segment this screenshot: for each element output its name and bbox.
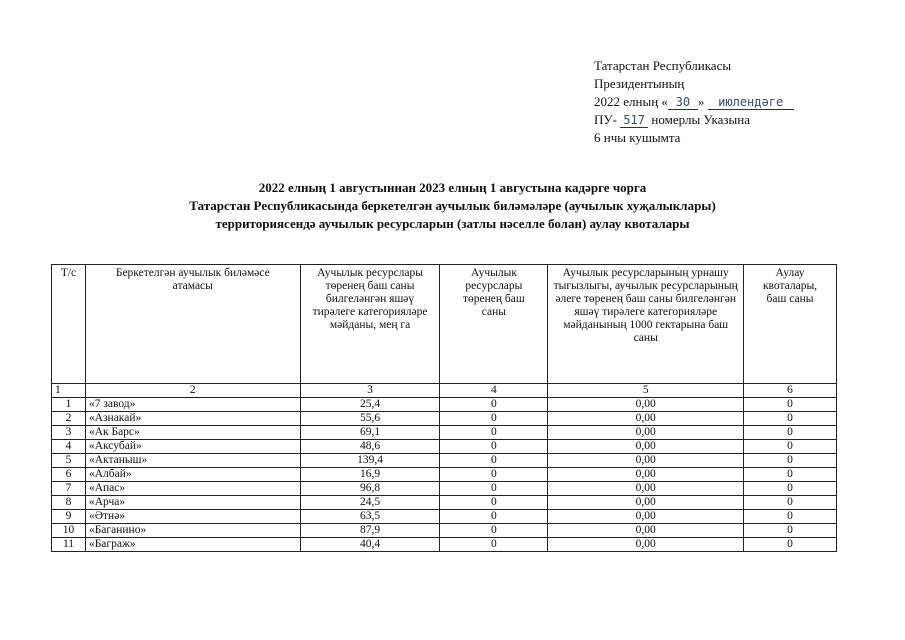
decree-prefix: ПУ-: [594, 112, 617, 127]
document-title: [0, 179, 905, 233]
handwritten-decree-number: 517: [620, 113, 648, 128]
header-decree-line: [594, 111, 794, 129]
table-row: [52, 454, 837, 468]
cell-area: 139,4: [300, 454, 440, 468]
cell-index: 7: [52, 482, 86, 496]
cell-holding-name: «7 завод»: [85, 398, 300, 412]
cell-index: 2: [52, 412, 86, 426]
table-row: [52, 398, 837, 412]
cell-density: 0,00: [548, 482, 744, 496]
cell-density: 0,00: [548, 426, 744, 440]
cell-area: 96,8: [300, 482, 440, 496]
cell-index: 5: [52, 454, 86, 468]
cell-count: 0: [440, 412, 548, 426]
cell-quota: 0: [744, 510, 837, 524]
cell-density: 0,00: [548, 468, 744, 482]
cell-quota: 0: [744, 468, 837, 482]
col-number: 3: [300, 384, 440, 398]
table-row: [52, 468, 837, 482]
cell-holding-name: «Арча»: [85, 496, 300, 510]
cell-holding-name: «Азнакай»: [85, 412, 300, 426]
cell-density: 0,00: [548, 496, 744, 510]
cell-density: 0,00: [548, 412, 744, 426]
col-number: 5: [548, 384, 744, 398]
table-row: [52, 412, 837, 426]
cell-count: 0: [440, 398, 548, 412]
table-row: [52, 496, 837, 510]
cell-area: 55,6: [300, 412, 440, 426]
cell-area: 69,1: [300, 426, 440, 440]
cell-holding-name: «Әтнә»: [85, 510, 300, 524]
cell-quota: 0: [744, 524, 837, 538]
table-row: [52, 524, 837, 538]
title-line-1: 2022 елның 1 августыннан 2023 елның 1 августына кадәрге чорга: [258, 180, 647, 195]
col-number: 6: [744, 384, 837, 398]
cell-area: 25,4: [300, 398, 440, 412]
cell-holding-name: «Аксубай»: [85, 440, 300, 454]
cell-count: 0: [440, 440, 548, 454]
cell-index: 10: [52, 524, 86, 538]
cell-holding-name: «Ак Барс»: [85, 426, 300, 440]
cell-density: 0,00: [548, 538, 744, 552]
cell-count: 0: [440, 496, 548, 510]
cell-count: 0: [440, 538, 548, 552]
cell-quota: 0: [744, 426, 837, 440]
cell-holding-name: «Баганино»: [85, 524, 300, 538]
cell-quota: 0: [744, 482, 837, 496]
header-republic: Татарстан Республикасы: [594, 58, 732, 73]
table-body: [52, 398, 837, 552]
col-number: 2: [85, 384, 300, 398]
cell-holding-name: «Апас»: [85, 482, 300, 496]
cell-holding-name: «Албай»: [85, 468, 300, 482]
header-date-line: [594, 93, 794, 111]
header-president: Президентының: [594, 76, 685, 91]
table-row: [52, 538, 837, 552]
cell-density: 0,00: [548, 524, 744, 538]
cell-count: 0: [440, 454, 548, 468]
cell-index: 3: [52, 426, 86, 440]
cell-area: 24,5: [300, 496, 440, 510]
col-number: 4: [440, 384, 548, 398]
col-header-index: Т/с: [52, 265, 86, 384]
title-line-2: Татарстан Республикасында беркетелгән аучылык биләмәләре (аучылык хуҗалыклары): [189, 198, 716, 213]
cell-quota: 0: [744, 398, 837, 412]
cell-index: 4: [52, 440, 86, 454]
cell-quota: 0: [744, 412, 837, 426]
cell-density: 0,00: [548, 510, 744, 524]
column-number-row: [52, 384, 837, 398]
cell-quota: 0: [744, 454, 837, 468]
cell-count: 0: [440, 468, 548, 482]
header-appendix-number: 6 нчы кушымта: [594, 130, 681, 145]
decree-suffix: номерлы Указына: [648, 112, 750, 127]
table-row: [52, 440, 837, 454]
table-header-row: [52, 265, 837, 384]
table-row: [52, 510, 837, 524]
col-number: 1: [52, 384, 86, 398]
cell-density: 0,00: [548, 398, 744, 412]
cell-quota: 0: [744, 496, 837, 510]
cell-index: 6: [52, 468, 86, 482]
handwritten-month: июлендәге: [708, 95, 794, 110]
cell-quota: 0: [744, 538, 837, 552]
cell-area: 48,6: [300, 440, 440, 454]
cell-index: 8: [52, 496, 86, 510]
cell-holding-name: «Баграж»: [85, 538, 300, 552]
quota-table: [51, 264, 837, 552]
cell-density: 0,00: [548, 440, 744, 454]
cell-density: 0,00: [548, 454, 744, 468]
col-header-name: Беркетелгән аучылык биләмәсе атамасы: [85, 265, 300, 384]
cell-index: 11: [52, 538, 86, 552]
cell-count: 0: [440, 524, 548, 538]
date-prefix: 2022 елның «: [594, 94, 668, 109]
cell-index: 9: [52, 510, 86, 524]
cell-area: 40,4: [300, 538, 440, 552]
col-header-area: Аучылык ресурслары төренең баш саны билгеләнгән яшәү тирәлеге категорияләре мәйданы, мең га: [300, 265, 440, 384]
col-header-quota: Аулау квоталары, баш саны: [744, 265, 837, 384]
title-line-3: территориясендә аучылык ресурсларын (затлы нәселле болан) аулау квоталары: [215, 216, 690, 231]
table-row: [52, 482, 837, 496]
cell-index: 1: [52, 398, 86, 412]
cell-area: 63,5: [300, 510, 440, 524]
cell-area: 87,9: [300, 524, 440, 538]
cell-count: 0: [440, 482, 548, 496]
cell-holding-name: «Актаныш»: [85, 454, 300, 468]
date-mid: »: [697, 94, 705, 109]
cell-quota: 0: [744, 440, 837, 454]
cell-area: 16,9: [300, 468, 440, 482]
cell-count: 0: [440, 510, 548, 524]
col-header-count: Аучылык ресурслары төренең баш саны: [440, 265, 548, 384]
appendix-header: [594, 57, 794, 147]
cell-count: 0: [440, 426, 548, 440]
col-header-density: Аучылык ресурсларының урнашу тыгызлыгы, аучылык ресурсларының әлеге төренең баш саны билгеләнгән яшәү тирәлеге категорияләре мәйданының 1000 гектарына баш саны: [548, 265, 744, 384]
table-row: [52, 426, 837, 440]
handwritten-day: 30: [668, 95, 698, 110]
